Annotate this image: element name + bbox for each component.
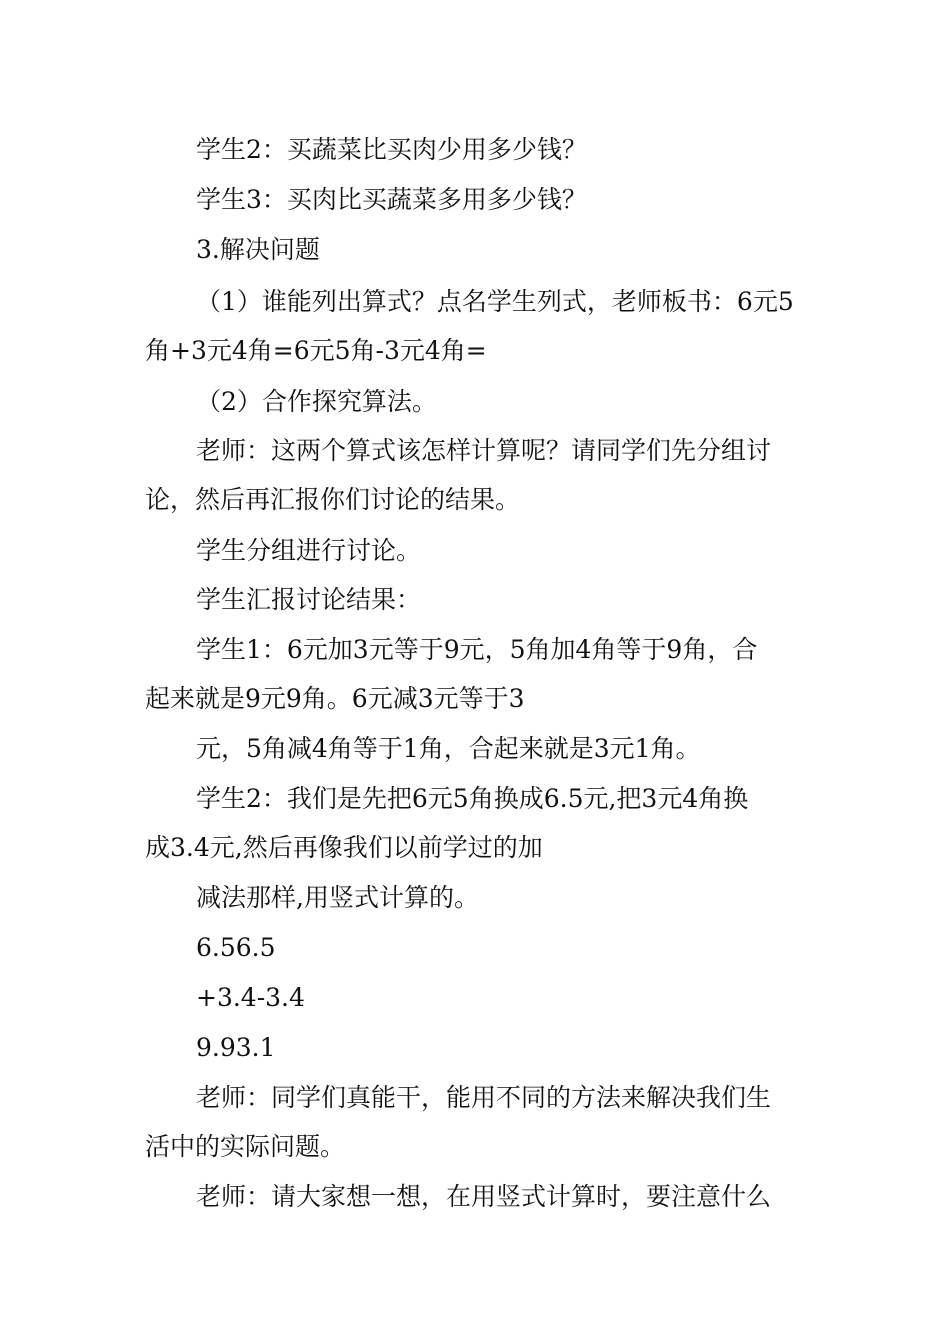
calculation-line: 6.56.5	[196, 933, 276, 962]
paragraph-line: 成3.4元,然后再像我们以前学过的加	[145, 833, 543, 862]
paragraph-line: （1）谁能列出算式？点名学生列式，老师板书：6元5	[196, 287, 794, 316]
paragraph-line: （2）合作探究算法。	[196, 387, 437, 416]
calculation-line: 9.93.1	[196, 1033, 276, 1062]
paragraph-line: 学生1：6元加3元等于9元，5角加4角等于9角，合	[196, 635, 758, 664]
paragraph-line: 元，5角减4角等于1角，合起来就是3元1角。	[196, 734, 701, 763]
section-heading: 3.解决问题	[196, 235, 320, 264]
paragraph-line: 学生汇报讨论结果：	[196, 585, 422, 614]
paragraph-line: 老师：这两个算式该怎样计算呢？请同学们先分组讨	[196, 436, 772, 465]
paragraph-line: 学生3：买肉比买蔬菜多用多少钱？	[196, 185, 587, 214]
paragraph-line: 老师：同学们真能干，能用不同的方法来解决我们生	[196, 1083, 772, 1112]
paragraph-line: 角+3元4角=6元5角-3元4角=	[145, 336, 487, 365]
paragraph-line: 学生2：买蔬菜比买肉少用多少钱？	[196, 135, 587, 164]
paragraph-line: 活中的实际问题。	[145, 1132, 346, 1161]
paragraph-line: 学生分组进行讨论。	[196, 536, 422, 565]
paragraph-line: 老师：请大家想一想，在用竖式计算时，要注意什么	[196, 1182, 772, 1211]
paragraph-line: 减法那样,用竖式计算的。	[196, 883, 479, 912]
calculation-line: +3.4-3.4	[196, 983, 305, 1012]
paragraph-line: 学生2：我们是先把6元5角换成6.5元,把3元4角换	[196, 784, 749, 813]
paragraph-line: 起来就是9元9角。6元减3元等于3	[145, 684, 525, 713]
paragraph-line: 论，然后再汇报你们讨论的结果。	[145, 485, 521, 514]
